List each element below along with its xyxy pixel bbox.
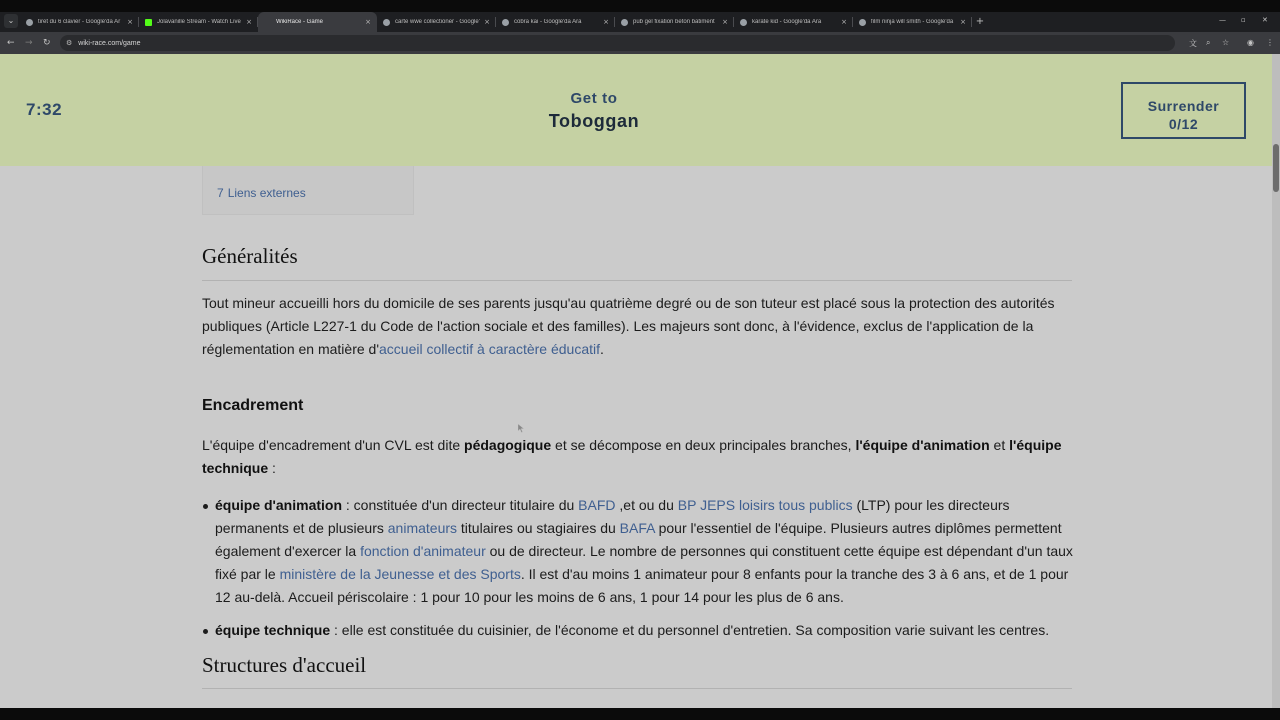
paragraph-encadrement-intro: L'équipe d'encadrement d'un CVL est dite pédagogique et se décompose en deux principales branches, l'équipe d'animation et l'équipe technique : [202, 437, 1062, 476]
heading-rule [202, 280, 1072, 281]
mouse-cursor-icon [518, 424, 524, 433]
bullet-icon [203, 629, 208, 634]
link-bp-jeps[interactable]: BP JEPS loisirs tous publics [677, 497, 853, 513]
bullet-icon [203, 504, 208, 509]
link-ministere-jeunesse-sports[interactable]: ministère de la Jeunesse et des Sports [279, 566, 521, 582]
browser-tab[interactable] [615, 12, 734, 32]
browser-tab-strip [0, 12, 1280, 32]
tab-close-icon[interactable]: × [246, 18, 252, 26]
paragraph-generalites: Tout mineur accueilli hors du domicile de ses parents jusqu'au quatrième degré ou de son tuteur est placé sous la protection des autorités publiques (Article L227-1 du Code de l'action sociale et des familles). Les majeurs sont donc, à l'évidence, exclus de l'application de la réglementation en matière d'accueil collectif à caractère éducatif. [202, 295, 1055, 357]
google-icon [740, 19, 747, 26]
browser-toolbar [0, 32, 1280, 54]
link-accueil-collectif[interactable]: accueil collectif à caractère éducatif [379, 341, 600, 357]
goal-target-article: Toboggan [548, 111, 640, 131]
tab-title: tiret du 6 clavier - Google'da Ar [38, 19, 121, 25]
surrender-label: Surrender [1147, 98, 1220, 114]
menu-kebab-icon[interactable]: ⋮ [1266, 38, 1274, 47]
profile-icon[interactable]: ◉ [1247, 38, 1254, 47]
goal-label: Get to [570, 90, 618, 107]
url-text: wiki-race.com/game [78, 39, 141, 47]
tab-title: WikiRace - Game [276, 19, 324, 25]
tab-title: cobra kai - Google'da Ara [514, 19, 582, 25]
list-item-equipe-animation: équipe d'animation : constituée d'un directeur titulaire du BAFD ,et ou du BP JEPS loisirs tous publics (LTP) pour les directeurs permanents et de plusieurs animateurs titulaires ou stagiaires du BAFA pour l'essentiel de l'équipe. Plusieurs autres diplômes permettent également d'exercer la fonction d'animateur ou de directeur. Le nombre de personnes qui constituent cette équipe est dépendant d'un taux fixé par le ministère de la Jeunesse et des Sports. Il est d'au moins 1 animateur pour 8 enfants pour la tranche des 3 à 6 ans, et de 1 pour 12 au-delà. Accueil périscolaire : 1 pour 10 pour les moins de 6 ans, 1 pour 14 pour les plus de 6 ans. [215, 497, 1073, 605]
google-icon [621, 19, 628, 26]
tab-close-icon[interactable]: × [484, 18, 490, 26]
tab-close-icon[interactable]: × [127, 18, 133, 26]
minimize-icon[interactable]: — [1219, 16, 1226, 24]
surrender-count: 0/12 [1168, 116, 1199, 132]
tab-title: pub gel fixation beton batiment [633, 19, 715, 25]
google-icon [26, 19, 33, 26]
reload-icon[interactable]: ↻ [43, 38, 51, 48]
back-arrow-icon[interactable]: ← [7, 38, 15, 48]
goal-banner [480, 90, 708, 132]
scrollbar-thumb[interactable] [1273, 144, 1279, 192]
browser-tab[interactable] [377, 12, 496, 32]
tab-list [20, 12, 988, 32]
screen-bottom-band [0, 708, 1280, 720]
zoom-icon[interactable]: ⌕ [1206, 38, 1211, 47]
tab-close-icon[interactable]: × [722, 18, 728, 26]
address-bar[interactable] [60, 35, 1175, 51]
wikirace-game-header [0, 54, 1272, 166]
browser-tab[interactable] [139, 12, 258, 32]
link-bafa[interactable]: BAFA [619, 520, 655, 536]
tab-close-icon[interactable]: × [603, 18, 609, 26]
browser-tab[interactable] [734, 12, 853, 32]
game-timer: 7:32 [26, 100, 63, 119]
tab-title: karate kid - Google'da Ara [752, 19, 822, 25]
maximize-icon[interactable]: ▫ [1241, 16, 1246, 24]
screen-top-band [0, 0, 1280, 12]
bookmark-star-icon[interactable]: ☆ [1222, 38, 1230, 47]
heading-generalites: Généralités [202, 244, 298, 268]
tab-title: carte wwe collectioner - Google' [395, 19, 480, 25]
new-tab-button[interactable]: + [975, 16, 985, 27]
google-icon [859, 19, 866, 26]
translate-icon[interactable]: 文 [1189, 39, 1197, 48]
tab-close-icon[interactable]: × [365, 18, 371, 26]
forward-arrow-icon[interactable]: → [25, 38, 33, 48]
google-icon [502, 19, 509, 26]
site-info-icon[interactable]: ⚙ [66, 39, 73, 47]
browser-tab[interactable] [20, 12, 139, 32]
tab-close-icon[interactable]: × [960, 18, 966, 26]
blank-favicon-icon [264, 19, 271, 26]
google-icon [383, 19, 390, 26]
heading-encadrement: Encadrement [202, 397, 304, 414]
toc-item-liens-externes[interactable]: 7 Liens externes [217, 186, 306, 200]
link-fonction-animateur[interactable]: fonction d'animateur [360, 543, 486, 559]
tab-close-icon[interactable]: × [841, 18, 847, 26]
tab-title: film ninja will smith - Google'da [871, 19, 954, 25]
browser-tab[interactable] [853, 12, 972, 32]
browser-tab[interactable] [258, 12, 377, 32]
heading-rule [202, 688, 1072, 689]
kick-icon [145, 19, 152, 26]
tab-search-chevron-icon[interactable]: ⌄ [4, 14, 18, 28]
window-close-icon[interactable]: ✕ [1262, 16, 1268, 24]
tab-title: Jolavanille Stream - Watch Live [157, 19, 241, 25]
link-animateurs[interactable]: animateurs [387, 520, 458, 536]
surrender-button[interactable] [1121, 82, 1246, 139]
heading-structures-accueil: Structures d'accueil [202, 653, 367, 677]
page-viewport [0, 54, 1280, 708]
browser-tab[interactable] [496, 12, 615, 32]
link-bafd[interactable]: BAFD [578, 497, 616, 513]
page-scrollbar[interactable] [1272, 54, 1280, 708]
list-item-equipe-technique: équipe technique : elle est constituée du cuisinier, de l'économe et du personnel d'entretien. Sa composition varie suivant les centres. [215, 622, 1050, 638]
